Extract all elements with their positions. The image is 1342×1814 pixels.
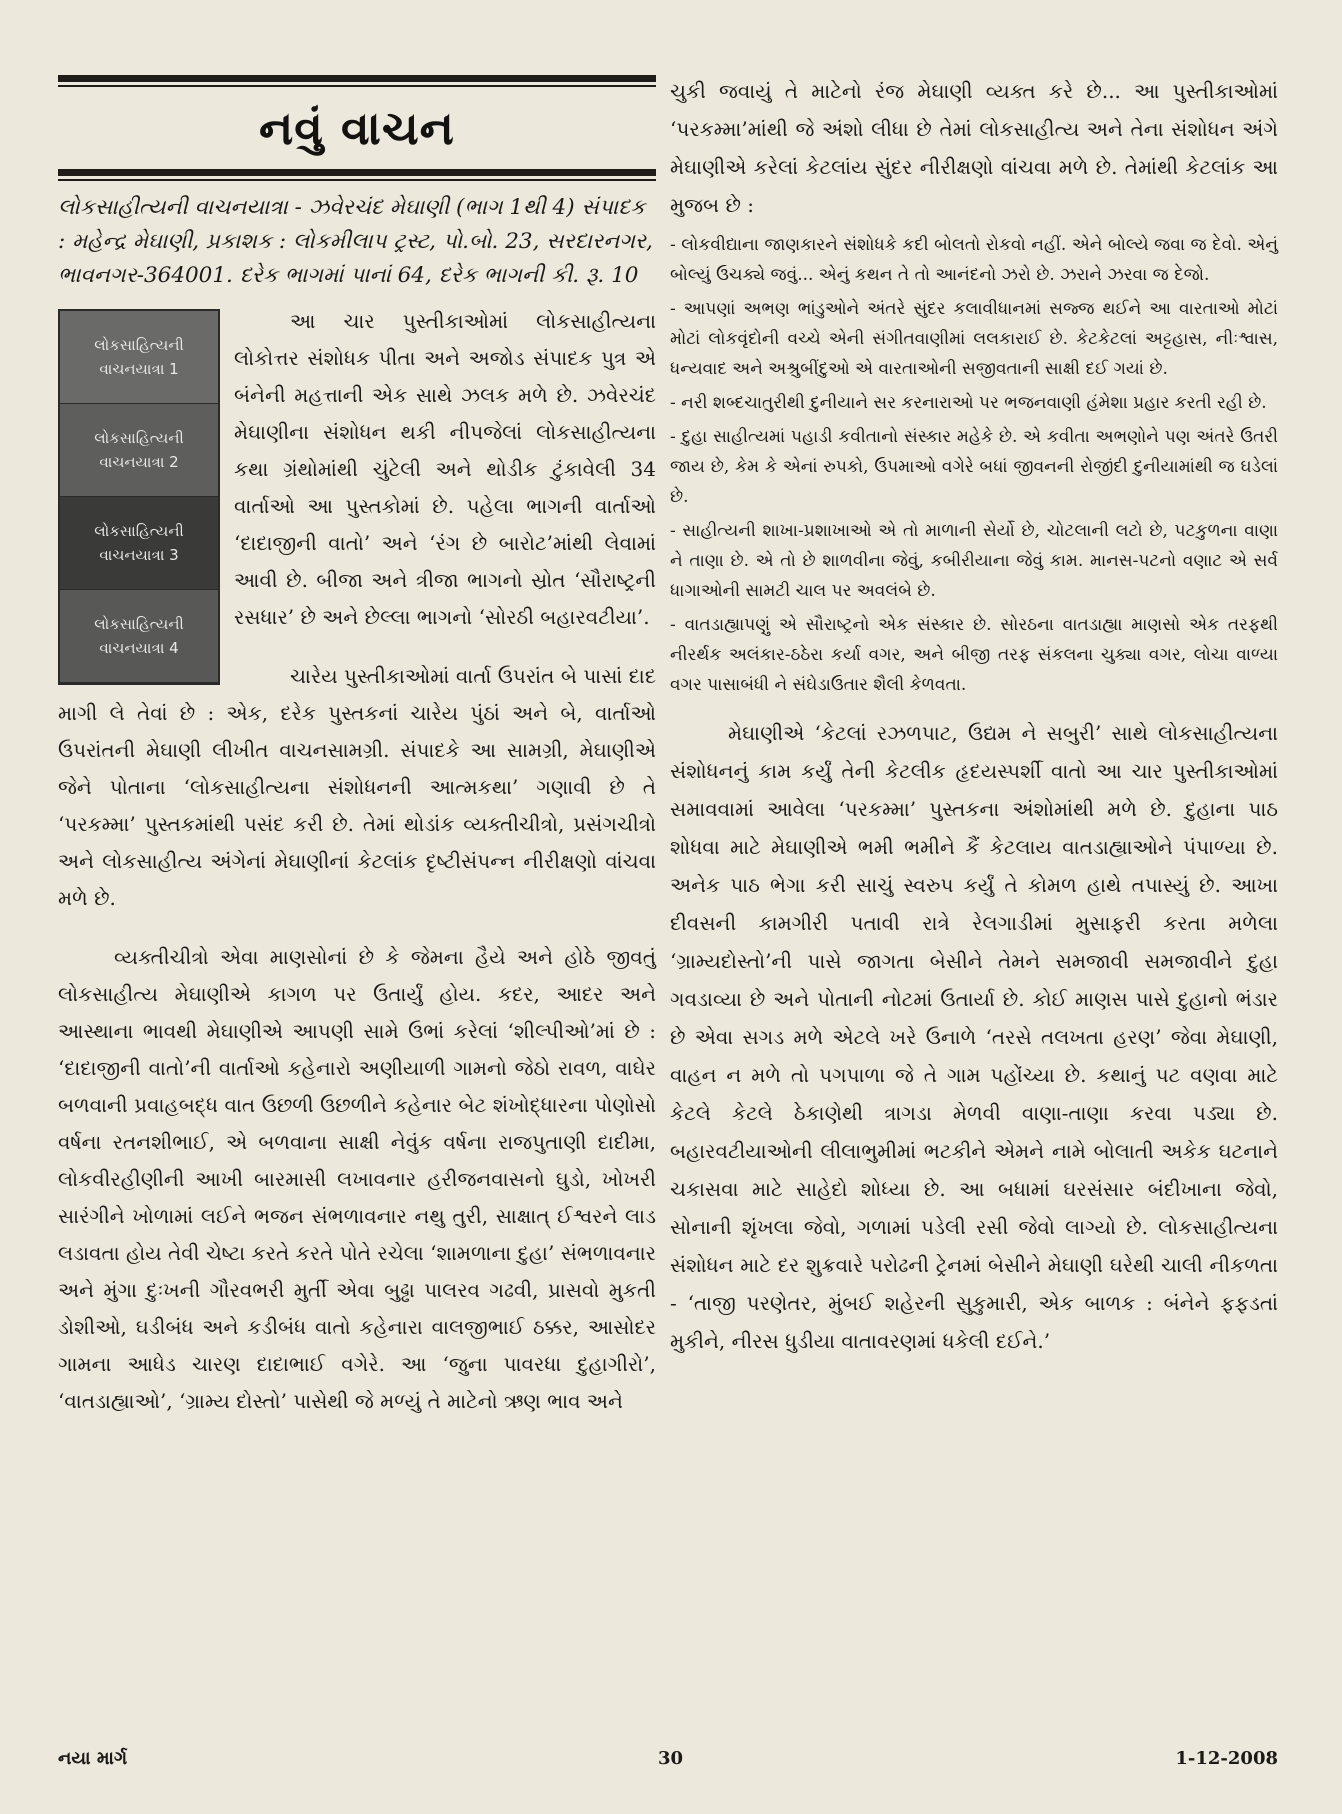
book-cover-1 xyxy=(60,311,218,404)
book-bibliography: લોકસાહીત્યની વાચનયાત્રા - ઝવેરચંદ મેઘાણી (ભાગ 1થી 4) સંપાદક : મહેન્દ્ર મેઘાણી, પ્રકાશક : લોકમીલાપ ટ્રસ્ટ, પો.બો. 23, સરદારનગર, ભાવનગર-364001. દરેક ભાગમાં પાનાં 64, દરેક ભાગની કી. રૂ. 10 xyxy=(58,195,653,288)
cover-title: લોકસાહિત્યની xyxy=(94,336,184,354)
right-column xyxy=(670,72,1278,1360)
review-body xyxy=(58,303,656,1420)
book-cover-3 xyxy=(60,497,218,590)
cover-subtitle: વાચનયાત્રા 4 xyxy=(99,639,179,657)
left-column xyxy=(58,75,656,1420)
paragraph: ચુકી જવાયું તે માટેનો રંજ મેઘાણી વ્યક્ત કરે છે... આ પુસ્તીકાઓમાં ‘પરકમ્મા’માંથી જે અંશો લીધા છે તેમાં લોકસાહીત્ય અને તેના સંશોધન અંગે મેઘાણીએ કરેલાં કેટલાંય સુંદર નીરીક્ષણો વાંચવા મળે છે. તેમાંથી કેટલાંક આ મુજબ છે : xyxy=(670,79,1278,217)
list-item: - આપણાં અભણ ભાંડુઓને અંતરે સુંદર કલાવીધાનમાં સજ્જ થઈને આ વારતાઓ મોટાં મોટાં લોકવૃંદોની વચ્ચે એની સંગીતવાણીમાં લલકારાઈ છે. કેટકેટલાં અટ્ટહાસ, નીઃશ્વાસ, ધન્યવાદ અને અશ્રુબીંદુઓ એ વારતાઓની સજીવતાની સાક્ષી દઈ ગયાં છે. xyxy=(670,299,1278,379)
cover-subtitle: વાચનયાત્રા 2 xyxy=(99,453,179,471)
header-rule-top-thin xyxy=(58,85,656,87)
header-rule-top xyxy=(58,75,656,82)
header-rule-bottom xyxy=(58,169,656,176)
paragraph: વ્યક્તીચીત્રો એવા માણસોનાં છે કે જેમના હૈયે અને હોઠે જીવતું લોકસાહીત્ય મેઘાણીએ કાગળ પર ઉતાર્યું હોય. કદર, આદર અને આસ્થાના ભાવથી મેઘાણીએ આપણી સામે ઉભાં કરેલાં ‘શીલ્પીઓ’માં છે : ‘દાદાજીની વાતો’ની વાર્તાઓ કહેનારો અણીયાળી ગામનો જેઠો રાવળ, વાઘેર બળવાની પ્રવાહબદ્ધ વાત ઉછળી ઉછળીને કહેનાર બેટ શંખોદ્ધારના પોણોસો વર્ષના રતનશીભાઈ, એ બળવાના સાક્ષી નેવુંક વર્ષના રાજપુતાણી દાદીમા, લોકવીરહીણીની આખી બારમાસી લખાવનાર હરીજનવાસનો ઘુડો, ખોખરી સારંગીને ખોળામાં લઈને ભજન સંભળાવનાર નથુ તુરી, સાક્ષાત્ ઈશ્વરને લાડ લડાવતા હોય તેવી ચેષ્ટા કરતે કરતે પોતે રચેલા ‘શામળાના દુહા’ સંભળાવનાર અને મુંગા દુઃખની ગૌરવભરી મુર્તી એવા બુઢ્ઢા પાલરવ ગઢવી, પ્રાસવો મુકતી ડોશીઓ, ઘડીબંધ અને કડીબંધ વાતો કહેનારા વાલજીભાઈ ઠક્કર, આસોદર ગામના આધેડ ચારણ દાદાભાઈ વગેરે. આ ‘જુના પાવરધા દુહાગીરો’, ‘વાતડાહ્યાઓ’, ‘ગ્રામ્ય દોસ્તો’ પાસેથી જે મળ્યું તે માટેનો ઋણ ભાવ અને xyxy=(58,945,656,1413)
paragraph: આ ચાર પુસ્તીકાઓમાં લોકસાહીત્યના લોકોત્તર સંશોધક પીતા અને અજોડ સંપાદક પુત્ર એ બંનેની મહત્તાની એક સાથે ઝલક મળે છે. ઝવેરચંદ મેઘાણીના સંશોધન થકી નીપજેલાં લોકસાહીત્યના કથા ગ્રંથોમાંથી ચુંટેલી અને થોડીક ટુંકાવેલી 34 વાર્તાઓ આ પુસ્તકોમાં છે. પહેલા ભાગની વાર્તાઓ ‘દાદાજીની વાતો’ અને ‘રંગ છે બારોટ’માંથી લેવામાં આવી છે. બીજા અને ત્રીજા ભાગનો સ્રોત ‘સૌરાષ્ટ્રની રસધાર’ છે અને છેલ્લા ભાગનો ‘સોરઠી બહારવટીયા’. xyxy=(234,309,656,629)
book-covers-image xyxy=(58,309,220,685)
cover-title: લોકસાહિત્યની xyxy=(94,615,184,633)
page-number: 30 xyxy=(658,1748,684,1769)
book-cover-4 xyxy=(60,590,218,683)
cover-title: લોકસાહિત્યની xyxy=(94,522,184,540)
list-item: - દુહા સાહીત્યમાં પહાડી કવીતાનો સંસ્કાર મહેકે છે. એ કવીતા અભણોને પણ અંતરે ઉતરી જાય છે, કેમ કે એનાં રુપકો, ઉપમાઓ વગેરે બધાં જીવનની રોજીંદી દુનીયામાંથી જ ઘડેલાં છે. xyxy=(670,427,1278,507)
list-item: - લોકવીદ્યાના જાણકારને સંશોધકે કદી બોલતો રોકવો નહીં. એને બોલ્યે જવા જ દેવો. એનું બોલ્યું ઉચક્યે જવું... એનું કથન તે તો આનંદનો ઝરો છે. ઝરાને ઝરવા જ દેજો. xyxy=(670,235,1278,285)
paragraph: મેઘાણીએ ‘કેટલાં રઝળપાટ, ઉદ્યમ ને સબુરી’ સાથે લોકસાહીત્યના સંશોધનનું કામ કર્યું તેની કેટલીક હૃદયસ્પર્શી વાતો આ ચાર પુસ્તીકાઓમાં સમાવવામાં આવેલા ‘પરકમ્મા’ પુસ્તકના અંશોમાંથી મળે છે. દુહાના પાઠ શોધવા માટે મેઘાણીએ ભમી ભમીને કૈં કેટલાય વાતડાહ્યાઓને પંપાળ્યા છે. અનેક પાઠ ભેગા કરી સાચું સ્વરુપ કર્યું તે કોમળ હાથે તપાસ્યું છે. આખા દીવસની કામગીરી પતાવી રાત્રે રેલગાડીમાં મુસાફરી કરતા મળેલા ‘ગ્રામ્યદોસ્તો’ની પાસે જાગતા બેસીને તેમને સમજાવી સમજાવીને દુહા ગવડાવ્યા છે અને પોતાની નોટમાં ઉતાર્યા છે. કોઈ માણસ પાસે દુહાનો ભંડાર છે એવા સગડ મળે એટલે ખરે ઉનાળે ‘તરસે તલખતા હરણ’ જેવા મેઘાણી, વાહન ન મળે તો પગપાળા જે તે ગામ પહોંચ્યા છે. કથાનું પટ વણવા માટે કેટલે કેટલે ઠેકાણેથી ત્રાગડા મેળવી વાણા-તાણા કરવા પડ્યા છે. બહારવટીયાઓની લીલાભુમીમાં ભટકીને એમને નામે બોલાતી અકેક ઘટનાને ચકાસવા માટે સાહેદો શોધ્યા છે. આ બધામાં ઘરસંસાર બંદીખાના જેવો, સોનાની શૃંખલા જેવો, ગળામાં પડેલી રસી જેવો લાગ્યો છે. લોકસાહીત્યના સંશોધન માટે દર શુક્રવારે પરોઢની ટ્રેનમાં બેસીને મેઘાણી ઘરેથી ચાલી નીકળતા - ‘તાજી પરણેતર, મુંબઈ શહેરની સુકુમારી, એક બાળક : બંનેને ફફડતાં મુકીને, નીરસ ધુડીયા વાતાવરણમાં ધકેલી દઈને.’ xyxy=(670,721,1278,1353)
cover-subtitle: વાચનયાત્રા 1 xyxy=(99,360,179,378)
magazine-name: નયા માર્ગ xyxy=(58,1748,128,1769)
issue-date: 1-12-2008 xyxy=(1175,1748,1278,1769)
header-rule-bottom-thin xyxy=(58,179,656,181)
cover-title: લોકસાહિત્યની xyxy=(94,429,184,447)
observations-list xyxy=(670,230,1278,700)
book-cover-2 xyxy=(60,404,218,497)
list-item: - વાતડાહ્યાપણું એ સૌરાષ્ટ્રનો એક સંસ્કાર છે. સોરઠના વાતડાહ્યા માણસો એક તરફથી નીરર્થક અલંકાર-ઠઠેરા કર્યા વગર, અને બીજી તરફ સંકલના ચુક્યા વગર, લોચા વાળ્યા વગર પાસાબંધી ને સંઘેડાઉતાર શૈલી કેળવતા. xyxy=(670,615,1278,695)
list-item: - સાહીત્યની શાખા-પ્રશાખાઓ એ તો માળાની સેર્યો છે, ચોટલાની લટો છે, પટકુળના વાણા ને તાણા છે. એ તો છે શાળવીના જેવું, કબીરીયાના જેવું કામ. માનસ-પટનો વણાટ એ સર્વ ધાગાઓની સામટી ચાલ પર અવલંબે છે. xyxy=(670,521,1278,601)
cover-subtitle: વાચનયાત્રા 3 xyxy=(99,546,179,564)
paragraph: ચારેય પુસ્તીકાઓમાં વાર્તા ઉપરાંત બે પાસાં દાદ માગી લે તેવાં છે : એક, દરેક પુસ્તકનાં ચારેય પુંઠાં અને બે, વાર્તાઓ ઉપરાંતની મેઘાણી લીખીત વાચનસામગ્રી. સંપાદકે આ સામગ્રી, મેઘાણીએ જેને પોતાના ‘લોકસાહીત્યના સંશોધનની આત્મકથા’ ગણાવી છે તે ‘પરકમ્મા’ પુસ્તકમાંથી પસંદ કરી છે. તેમાં થોડાંક વ્યક્તીચીત્રો, પ્રસંગચીત્રો અને લોકસાહીત્ય અંગેનાં મેઘાણીનાં કેટલાંક દૃષ્ટીસંપન્ન નીરીક્ષણો વાંચવા મળે છે. xyxy=(58,664,656,910)
section-title: નવું વાચન xyxy=(259,101,455,155)
list-item: - નરી શબ્દચાતુરીથી દુનીયાને સર કરનારાઓ પર ભજનવાણી હંમેશા પ્રહાર કરતી રહી છે. xyxy=(670,393,1267,413)
page-footer xyxy=(58,1748,1278,1778)
